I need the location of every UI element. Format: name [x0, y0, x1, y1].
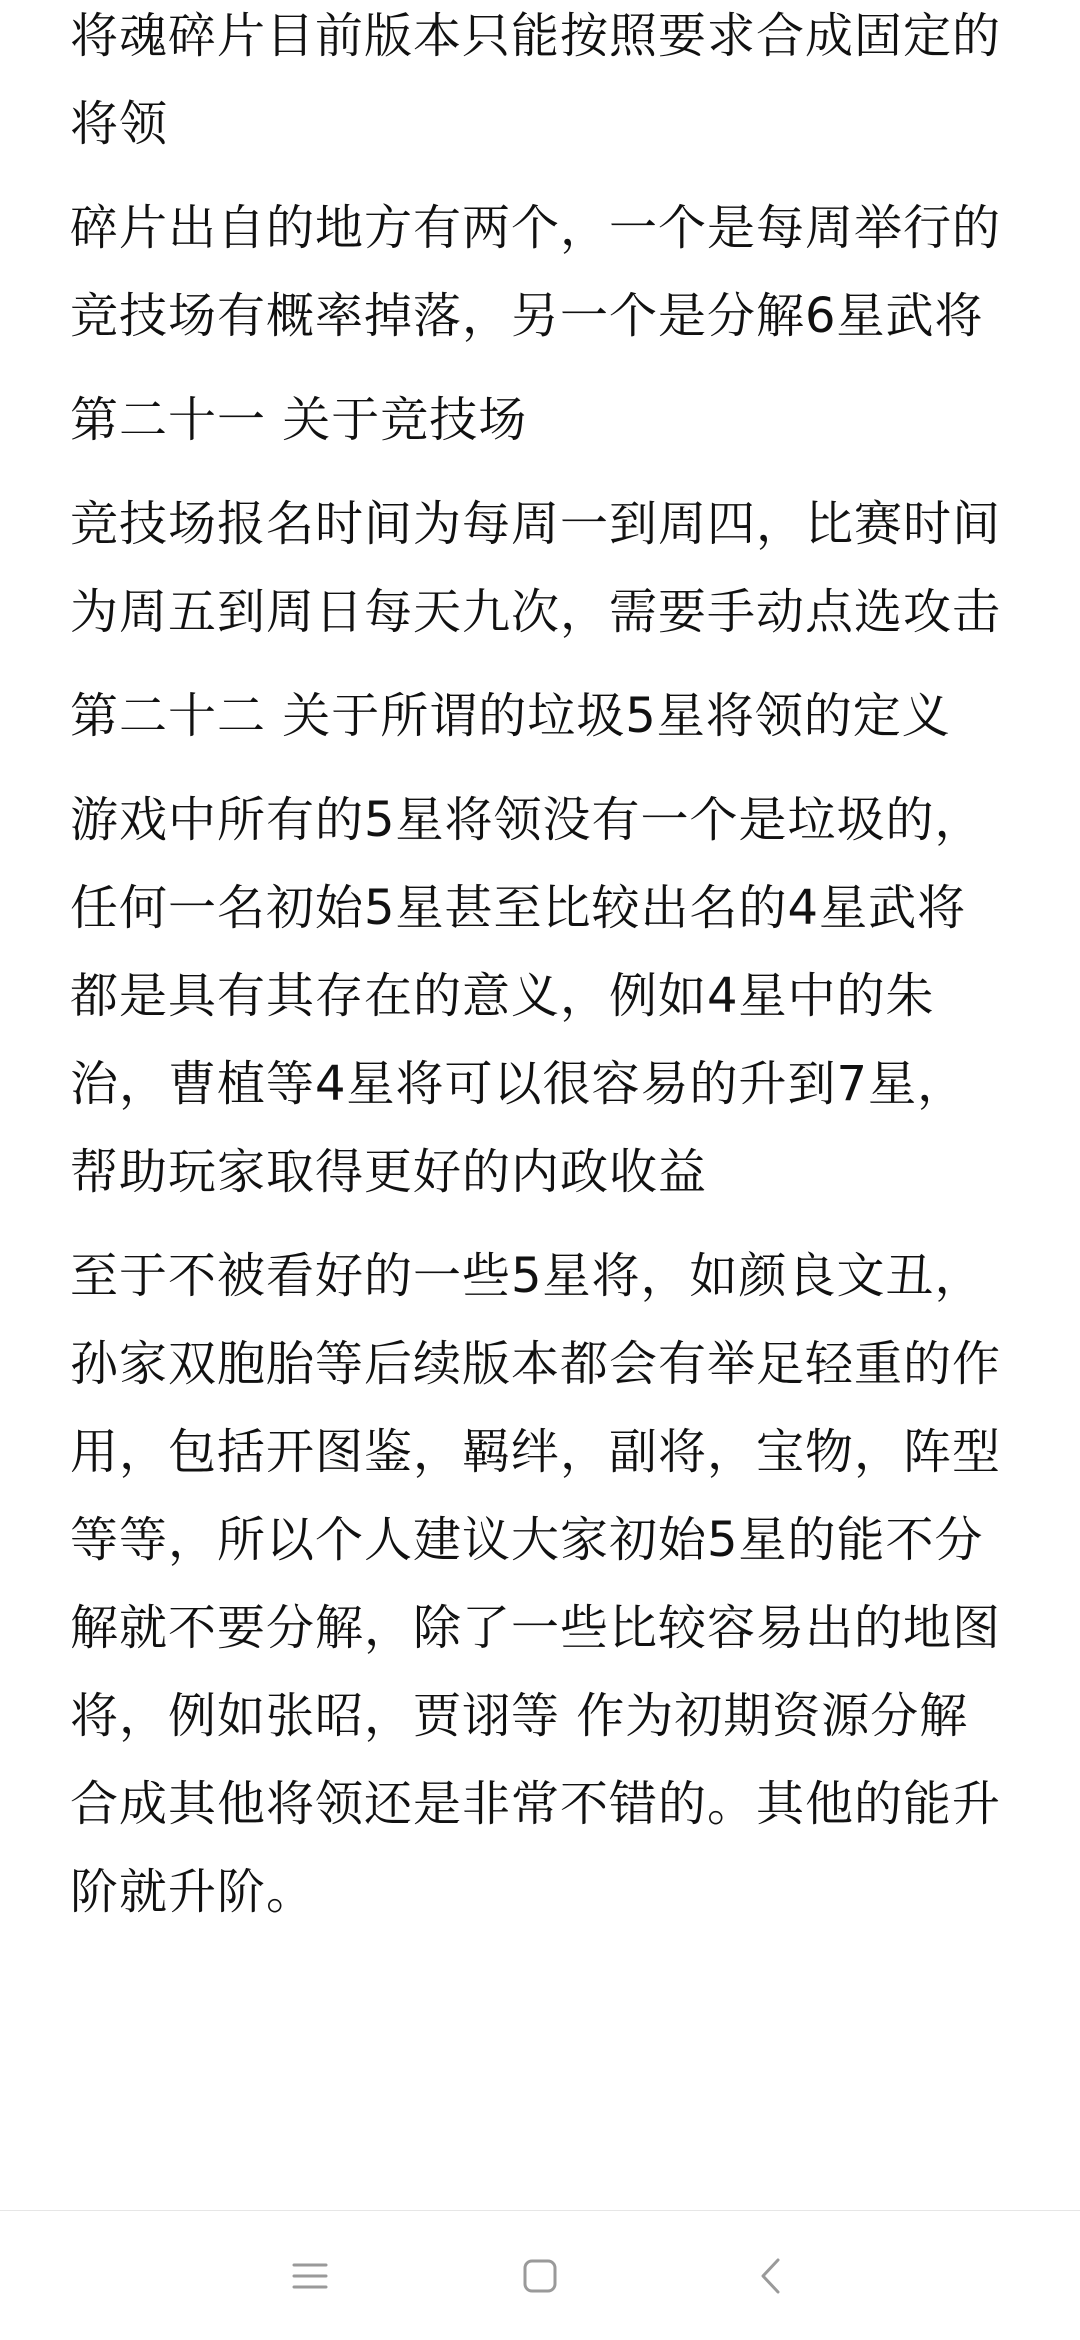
menu-icon	[292, 2261, 328, 2291]
home-square-icon	[522, 2258, 558, 2294]
paragraph-hero-fragments: 将魂碎片目前版本只能按照要求合成固定的将领	[70, 8, 1002, 152]
back-button[interactable]	[655, 2221, 885, 2331]
menu-button[interactable]	[195, 2221, 425, 2331]
paragraph-fragment-sources: 碎片出自的地方有两个，一个是每周举行的竞技场有概率掉落，另一个是分解6星武将	[70, 200, 1002, 344]
section-heading-22: 第二十二 关于所谓的垃圾5星将领的定义	[70, 688, 951, 744]
section-heading-21: 第二十一 关于竞技场	[70, 392, 528, 448]
back-chevron-icon	[758, 2257, 782, 2295]
home-button[interactable]	[425, 2221, 655, 2331]
paragraph-arena-schedule: 竞技场报名时间为每周一到周四，比赛时间为周五到周日每天九次，需要手动点选攻击	[70, 496, 1002, 640]
paragraph-five-star-advice: 至于不被看好的一些5星将，如颜良文丑，孙家双胞胎等后续版本都会有举足轻重的作用，包括开图鉴，羁绊，副将，宝物，阵型等等，所以个人建议大家初始5星的能不分解就不要分解，除了一些比较容易出的地图将，例如张昭，贾诩等 作为初期资源分解合成其他将领还是非常不错的。其他的能升阶就升阶。	[70, 1248, 1002, 1920]
article-body	[70, 0, 1010, 1952]
system-navigation-bar	[0, 2210, 1080, 2340]
paragraph-five-star-value: 游戏中所有的5星将领没有一个是垃圾的，任何一名初始5星甚至比较出名的4星武将都是具有其存在的意义，例如4星中的朱治，曹植等4星将可以很容易的升到7星，帮助玩家取得更好的内政收益	[70, 792, 984, 1200]
